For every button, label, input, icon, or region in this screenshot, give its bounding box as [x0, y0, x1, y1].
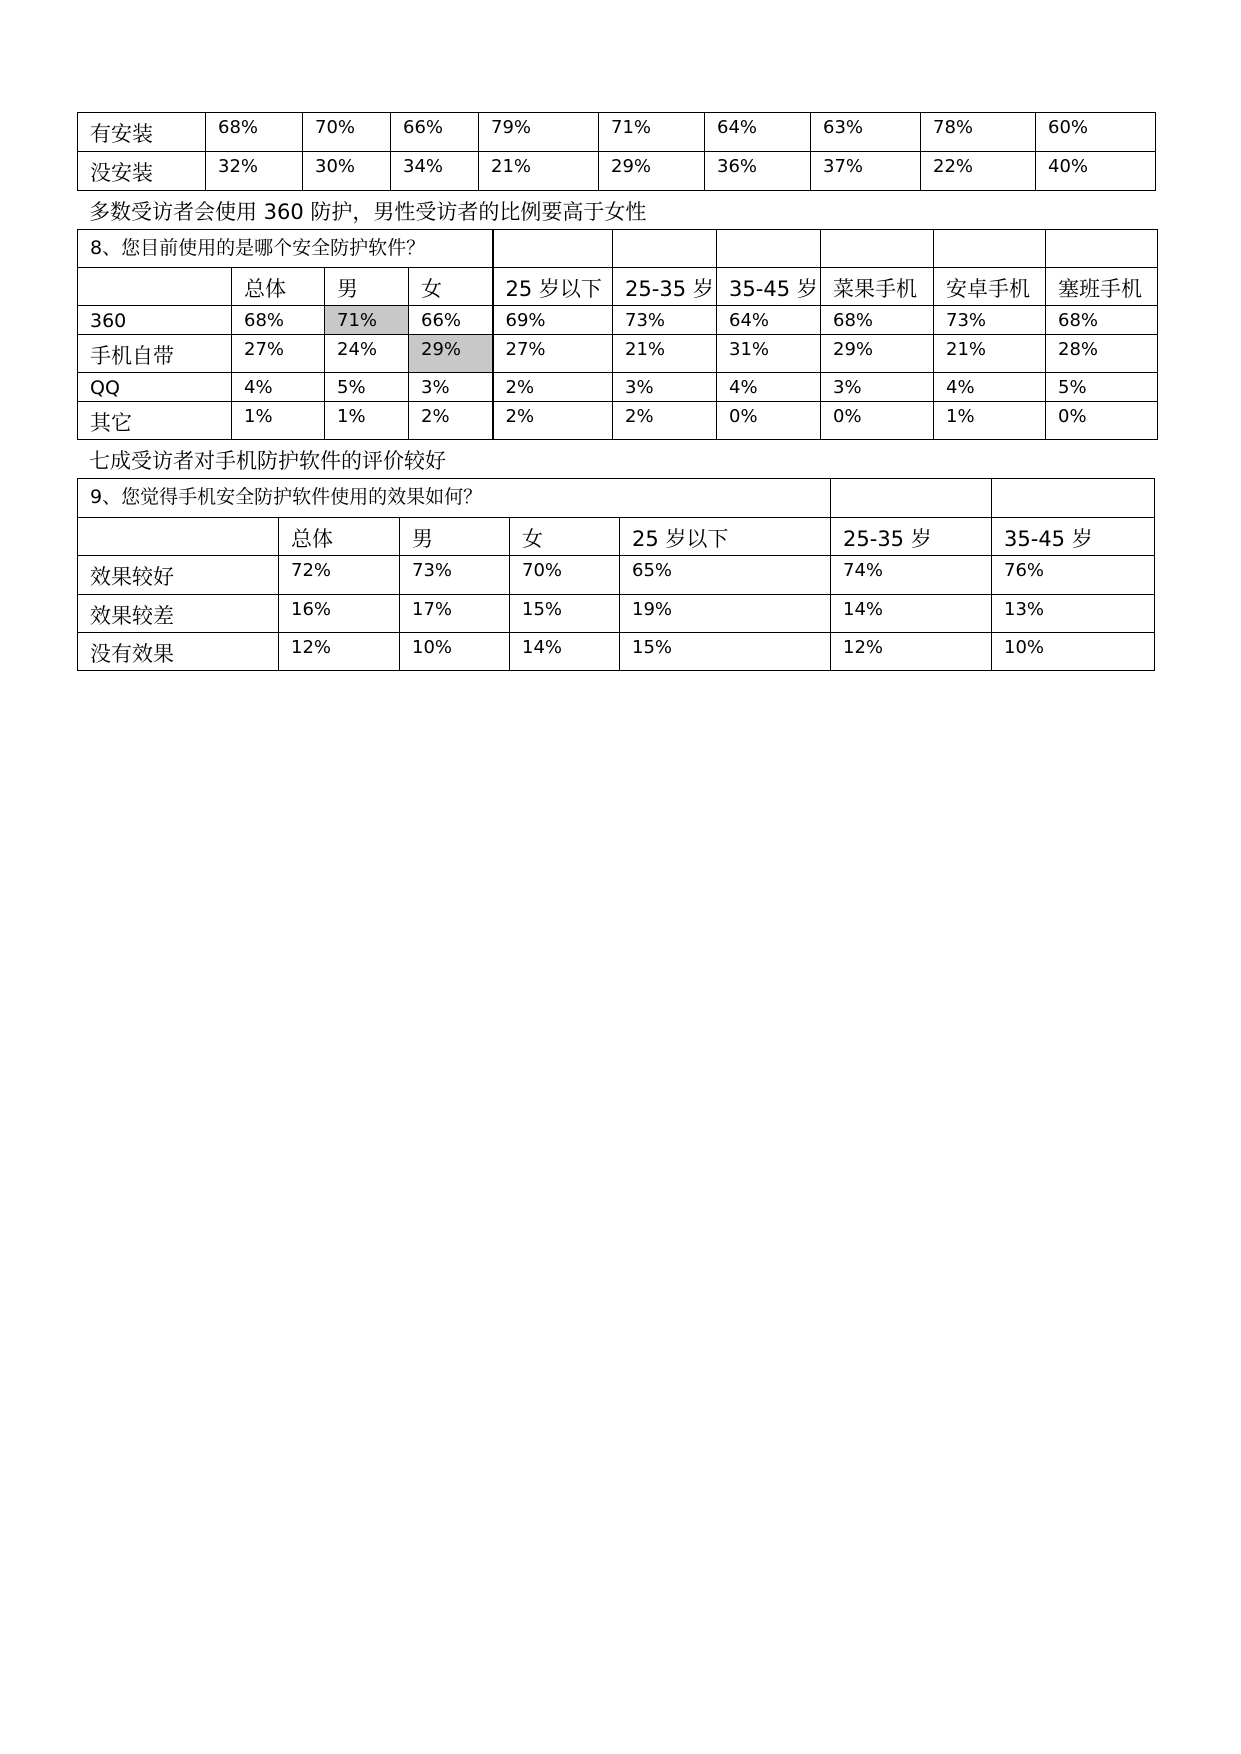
cell: 65%: [620, 556, 831, 595]
cell: 27%: [493, 335, 613, 373]
column-header: 塞班手机: [1046, 268, 1158, 306]
effectiveness-table: [77, 478, 1155, 671]
row-label: 360: [78, 306, 232, 335]
cell: 78%: [921, 113, 1036, 152]
cell: 10%: [992, 633, 1155, 671]
cell: 29%: [599, 152, 705, 191]
column-header: 男: [325, 268, 409, 306]
caption-8: 多数受访者会使用 360 防护，男性受访者的比例要高于女性: [89, 200, 647, 224]
empty-cell: [831, 479, 992, 518]
cell: 63%: [811, 113, 921, 152]
cell: 2%: [493, 402, 613, 440]
row-label: QQ: [78, 373, 232, 402]
table-row: [78, 152, 1156, 191]
empty-cell: [821, 230, 934, 268]
empty-cell: [78, 518, 279, 556]
cell: 73%: [613, 306, 717, 335]
cell: 4%: [934, 373, 1046, 402]
cell: 21%: [613, 335, 717, 373]
cell: 3%: [409, 373, 493, 402]
cell: 3%: [613, 373, 717, 402]
empty-cell: [613, 230, 717, 268]
cell: 22%: [921, 152, 1036, 191]
cell: 76%: [992, 556, 1155, 595]
column-header: 女: [510, 518, 620, 556]
table-row: [78, 335, 1158, 373]
cell: 60%: [1036, 113, 1156, 152]
cell: 15%: [620, 633, 831, 671]
cell: 71%: [599, 113, 705, 152]
table-row: [78, 402, 1158, 440]
cell: 21%: [934, 335, 1046, 373]
cell: 4%: [717, 373, 821, 402]
row-label: 没有效果: [78, 633, 279, 671]
cell: 27%: [232, 335, 325, 373]
cell: 70%: [510, 556, 620, 595]
cell: 16%: [279, 595, 400, 633]
cell: 2%: [613, 402, 717, 440]
install-table: [77, 112, 1156, 191]
cell: 68%: [206, 113, 303, 152]
cell: 30%: [303, 152, 391, 191]
row-label: 有安装: [78, 113, 206, 152]
cell: 5%: [325, 373, 409, 402]
cell: 2%: [493, 373, 613, 402]
question-row: [78, 230, 1158, 268]
empty-cell: [78, 268, 232, 306]
column-header: 总体: [279, 518, 400, 556]
cell-highlighted: 29%: [409, 335, 493, 373]
column-header: 35-45 岁: [992, 518, 1155, 556]
cell: 37%: [811, 152, 921, 191]
table-row: [78, 306, 1158, 335]
empty-cell: [1046, 230, 1158, 268]
cell: 66%: [391, 113, 479, 152]
question-row: [78, 479, 1155, 518]
column-header: 安卓手机: [934, 268, 1046, 306]
column-header: 菜果手机: [821, 268, 934, 306]
cell: 10%: [400, 633, 510, 671]
table-row: [78, 113, 1156, 152]
header-row: [78, 268, 1158, 306]
cell: 14%: [831, 595, 992, 633]
column-header: 25-35 岁: [613, 268, 717, 306]
cell: 14%: [510, 633, 620, 671]
header-row: [78, 518, 1155, 556]
cell: 12%: [279, 633, 400, 671]
column-header: 25 岁以下: [493, 268, 613, 306]
question-title: 8、您目前使用的是哪个安全防护软件？: [78, 230, 493, 268]
security-software-table: [77, 229, 1158, 440]
cell: 64%: [717, 306, 821, 335]
row-label: 效果较好: [78, 556, 279, 595]
column-header: 25-35 岁: [831, 518, 992, 556]
cell: 21%: [479, 152, 599, 191]
cell: 5%: [1046, 373, 1158, 402]
cell: 72%: [279, 556, 400, 595]
cell: 17%: [400, 595, 510, 633]
cell: 34%: [391, 152, 479, 191]
cell: 1%: [325, 402, 409, 440]
column-header: 总体: [232, 268, 325, 306]
column-header: 男: [400, 518, 510, 556]
column-header: 35-45 岁: [717, 268, 821, 306]
cell: 69%: [493, 306, 613, 335]
question-title: 9、您觉得手机安全防护软件使用的效果如何？: [78, 479, 831, 518]
cell: 1%: [934, 402, 1046, 440]
empty-cell: [717, 230, 821, 268]
cell: 4%: [232, 373, 325, 402]
column-header: 女: [409, 268, 493, 306]
empty-cell: [992, 479, 1155, 518]
row-label: 效果较差: [78, 595, 279, 633]
cell: 0%: [1046, 402, 1158, 440]
cell: 28%: [1046, 335, 1158, 373]
cell: 15%: [510, 595, 620, 633]
cell: 32%: [206, 152, 303, 191]
empty-cell: [493, 230, 613, 268]
cell: 40%: [1036, 152, 1156, 191]
cell: 68%: [821, 306, 934, 335]
table-row: [78, 633, 1155, 671]
row-label: 其它: [78, 402, 232, 440]
cell: 36%: [705, 152, 811, 191]
cell: 24%: [325, 335, 409, 373]
cell: 70%: [303, 113, 391, 152]
cell-highlighted: 71%: [325, 306, 409, 335]
cell: 66%: [409, 306, 493, 335]
cell: 0%: [717, 402, 821, 440]
caption-9: 七成受访者对手机防护软件的评价较好: [89, 449, 446, 473]
table-row: [78, 595, 1155, 633]
row-label: 没安装: [78, 152, 206, 191]
table-row: [78, 556, 1155, 595]
cell: 74%: [831, 556, 992, 595]
cell: 64%: [705, 113, 811, 152]
cell: 29%: [821, 335, 934, 373]
cell: 12%: [831, 633, 992, 671]
table-row: [78, 373, 1158, 402]
cell: 3%: [821, 373, 934, 402]
cell: 73%: [400, 556, 510, 595]
cell: 79%: [479, 113, 599, 152]
cell: 13%: [992, 595, 1155, 633]
cell: 0%: [821, 402, 934, 440]
row-label: 手机自带: [78, 335, 232, 373]
cell: 68%: [1046, 306, 1158, 335]
cell: 2%: [409, 402, 493, 440]
column-header: 25 岁以下: [620, 518, 831, 556]
cell: 1%: [232, 402, 325, 440]
cell: 31%: [717, 335, 821, 373]
cell: 68%: [232, 306, 325, 335]
empty-cell: [934, 230, 1046, 268]
cell: 19%: [620, 595, 831, 633]
cell: 73%: [934, 306, 1046, 335]
